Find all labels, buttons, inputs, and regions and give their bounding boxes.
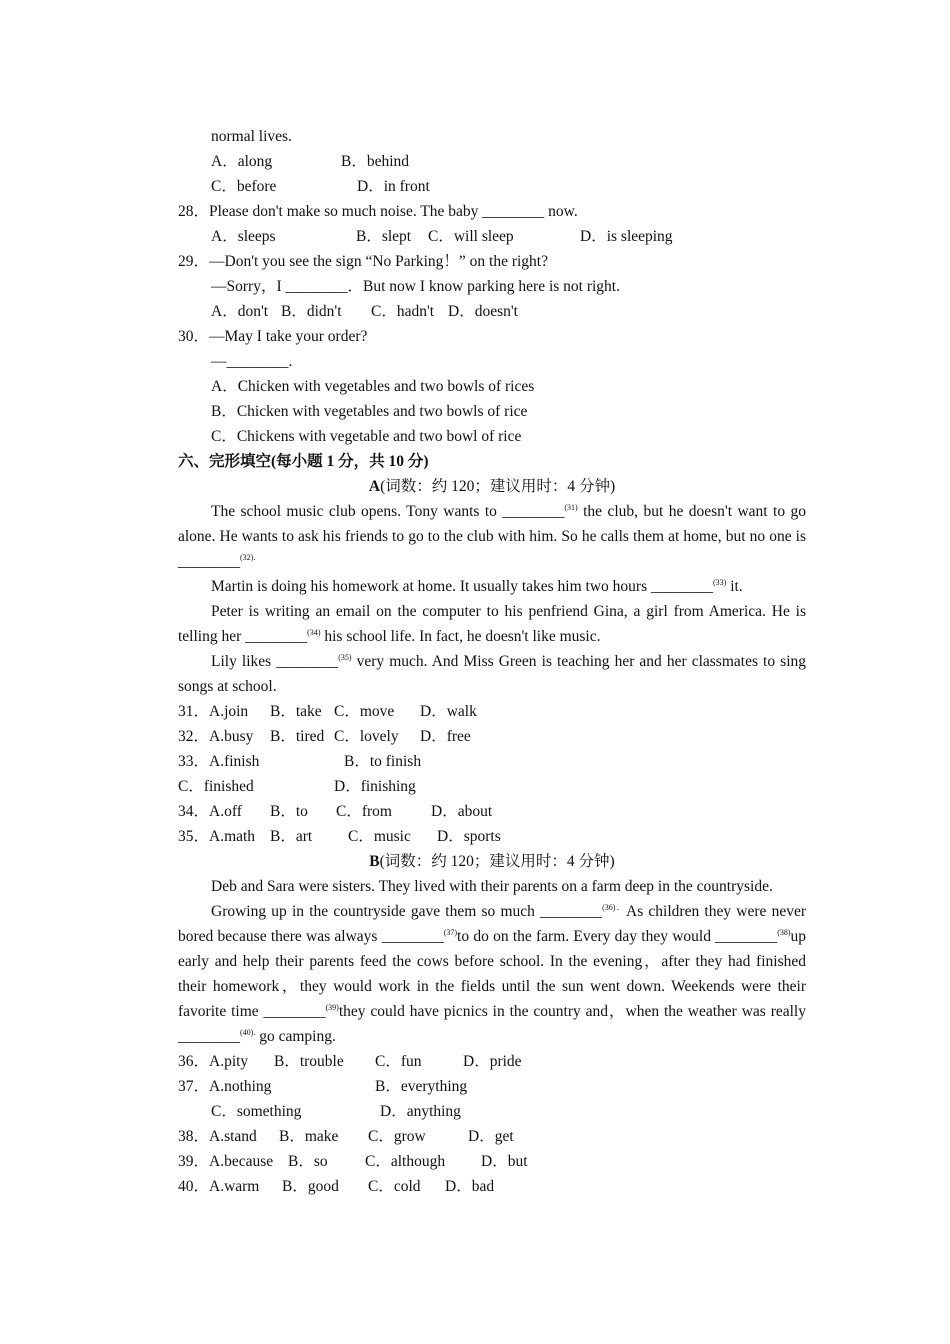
blank-32-number: (32). <box>240 553 256 562</box>
passage-a-p2-text-a: Martin is doing his homework at home. It usually takes him two hours ________ <box>211 578 713 595</box>
q39-option-d: D．but <box>481 1153 528 1170</box>
blank-37-number: (37) <box>443 928 458 937</box>
q40-option-b: B．good <box>282 1178 339 1195</box>
q28-option-a: A．sleeps <box>211 228 276 245</box>
passage-a-p2-text-b: it. <box>726 578 743 595</box>
passage-a-paragraph-2 <box>178 574 806 599</box>
q34-option-d: D．about <box>431 803 493 820</box>
q28-option-c: C．will sleep <box>428 228 514 245</box>
passage-b-p2-text-b: As children they were never bored because there was always ________ <box>178 903 806 945</box>
q29-option-d: D．doesn't <box>448 303 518 320</box>
q36-option-a: 36．A.pity <box>178 1053 249 1070</box>
passage-b-p2-text-e: they could have picnics in the country and，when the weather was really ________ <box>178 1003 806 1045</box>
passage-a-title-rest: (词数：约 120；建议用时：4 分钟) <box>380 478 616 495</box>
passage-b-p2-text-c: to do on the farm. Every day they would ________ <box>457 928 778 945</box>
q40-options <box>178 1174 806 1199</box>
passage-a-title <box>178 474 806 499</box>
blank-40-number: (40). <box>240 1028 256 1037</box>
q38-option-a: 38．A.stand <box>178 1128 257 1145</box>
q29-reply: —Sorry，I ________．But now I know parking here is not right. <box>211 278 620 295</box>
q40-option-d: D．bad <box>445 1178 495 1195</box>
q32-option-c: C．lovely <box>334 728 399 745</box>
q33-option-d: D．finishing <box>334 778 416 795</box>
blank-31-number: (31) <box>564 503 578 512</box>
passage-a-p3-text-a: Peter is writing an email on the computer to his penfriend Gina, a girl from America. He is telling her ________ <box>178 603 806 645</box>
q33-options-cd <box>178 774 806 799</box>
passage-b-title <box>178 849 806 874</box>
q39-option-a: 39．A.because <box>178 1153 274 1170</box>
q35-option-a: 35．A.math <box>178 828 256 845</box>
q27-option-d: D．in front <box>357 178 430 195</box>
q29-option-a: A．don't <box>211 303 269 320</box>
q27-option-c: C．before <box>211 178 277 195</box>
q34-options <box>178 799 806 824</box>
q31-option-c: C．move <box>334 703 395 720</box>
q37-option-a: 37．A.nothing <box>178 1078 272 1095</box>
q35-options <box>178 824 806 849</box>
q27-tail: normal lives. <box>211 128 292 145</box>
q30-reply: —________. <box>211 353 293 370</box>
blank-39-number: (39) <box>325 1003 339 1012</box>
q36-option-b: B．trouble <box>274 1053 344 1070</box>
q29-options <box>178 299 806 324</box>
passage-b-p2-text-a: Growing up in the countryside gave them so much ________ <box>211 903 603 920</box>
q39-options <box>178 1149 806 1174</box>
q38-option-d: D．get <box>468 1128 514 1145</box>
q29-option-c: C．hadn't <box>371 303 435 320</box>
q29-option-b: B．didn't <box>281 303 342 320</box>
q32-options <box>178 724 806 749</box>
passage-a-paragraph-3 <box>178 599 806 649</box>
q31-option-b: B．take <box>270 703 322 720</box>
q33-option-c: C．finished <box>178 778 254 795</box>
q30-option-c: C．Chickens with vegetable and two bowl of rice <box>211 428 522 445</box>
passage-a-p4-text-b: very much. And Miss Green is teaching her and her classmates to sing songs at school. <box>178 653 806 695</box>
q29-stem: 29．—Don't you see the sign “No Parking！” on the right? <box>178 253 548 270</box>
q37-option-b: B．everything <box>375 1078 468 1095</box>
passage-b-title-rest: (词数：约 120；建议用时：4 分钟) <box>379 853 615 870</box>
q30-option-b: B．Chicken with vegetables and two bowls of rice <box>211 403 528 420</box>
blank-35-number: (35) <box>338 653 352 662</box>
q39-option-b: B．so <box>288 1153 328 1170</box>
passage-b-paragraph-2 <box>178 899 806 1049</box>
q40-option-a: 40．A.warm <box>178 1178 260 1195</box>
q31-options <box>178 699 806 724</box>
passage-b-letter: B <box>369 853 380 870</box>
passage-a-p3-text-b: his school life. In fact, he doesn't like music. <box>320 628 601 645</box>
q34-option-b: B．to <box>270 803 308 820</box>
passage-a-paragraph-1 <box>178 499 806 574</box>
q38-options <box>178 1124 806 1149</box>
q36-options <box>178 1049 806 1074</box>
q36-option-c: C．fun <box>375 1053 422 1070</box>
q30-option-a: A．Chicken with vegetables and two bowls of rices <box>211 378 535 395</box>
q37-options-ab <box>178 1074 806 1099</box>
q32-option-d: D．free <box>420 728 471 745</box>
q27-option-b: B．behind <box>341 153 410 170</box>
q35-option-c: C．music <box>348 828 411 845</box>
q32-option-b: B．tired <box>270 728 325 745</box>
passage-a-letter: A <box>368 478 381 495</box>
q36-option-d: D．pride <box>463 1053 522 1070</box>
passage-b-p2-text-d: up early and help their parents feed the cows before school. In the evening，after they had finished their homework，they would work in the fields until the sun went down. Weekends were their favorite time ________ <box>178 928 807 1020</box>
q37-options-cd <box>178 1099 806 1124</box>
passage-a-p1-text-a: The school music club opens. Tony wants to ________ <box>211 503 565 520</box>
q38-option-c: C．grow <box>368 1128 426 1145</box>
blank-33-number: (33) <box>712 578 727 587</box>
passage-a-p1-text-b: the club, but he doesn't want to go alone. He wants to ask his friends to go to the club with him. So he calls them at home, but no one is ________ <box>178 503 806 570</box>
passage-b-paragraph-1: Deb and Sara were sisters. They lived with their parents on a farm deep in the countryside. <box>211 878 773 895</box>
blank-38-number: (38) <box>777 928 791 937</box>
exam-page <box>178 124 806 1199</box>
q27-options-cd <box>178 174 806 199</box>
q33-option-a: 33．A.finish <box>178 753 260 770</box>
blank-34-number: (34) <box>307 628 321 637</box>
passage-b-p2-text-f: go camping. <box>255 1028 336 1045</box>
q40-option-c: C．cold <box>368 1178 421 1195</box>
q27-option-a: A．along <box>211 153 273 170</box>
q33-options-ab <box>178 749 806 774</box>
q34-option-c: C．from <box>336 803 392 820</box>
q32-option-a: 32．A.busy <box>178 728 254 745</box>
blank-36-number: (36)． <box>602 903 627 912</box>
passage-a-paragraph-4 <box>178 649 806 699</box>
q34-option-a: 34．A.off <box>178 803 242 820</box>
q31-option-d: D．walk <box>420 703 477 720</box>
q31-option-a: 31．A.join <box>178 703 249 720</box>
passage-a-p4-text-a: Lily likes ________ <box>211 653 339 670</box>
q39-option-c: C．although <box>365 1153 446 1170</box>
q27-options-ab <box>178 149 806 174</box>
q37-option-d: D．anything <box>380 1103 461 1120</box>
q35-option-d: D．sports <box>437 828 501 845</box>
q37-option-c: C．something <box>211 1103 302 1120</box>
q28-option-b: B．slept <box>356 228 412 245</box>
q28-option-d: D．is sleeping <box>580 228 673 245</box>
q28-stem: 28．Please don't make so much noise. The baby ________ now. <box>178 203 578 220</box>
q28-options <box>178 224 806 249</box>
q38-option-b: B．make <box>279 1128 339 1145</box>
section6-heading: 六、完形填空(每小题 1 分，共 10 分) <box>178 453 429 470</box>
q35-option-b: B．art <box>270 828 313 845</box>
q33-option-b: B．to finish <box>344 753 422 770</box>
q30-stem: 30．—May I take your order? <box>178 328 368 345</box>
